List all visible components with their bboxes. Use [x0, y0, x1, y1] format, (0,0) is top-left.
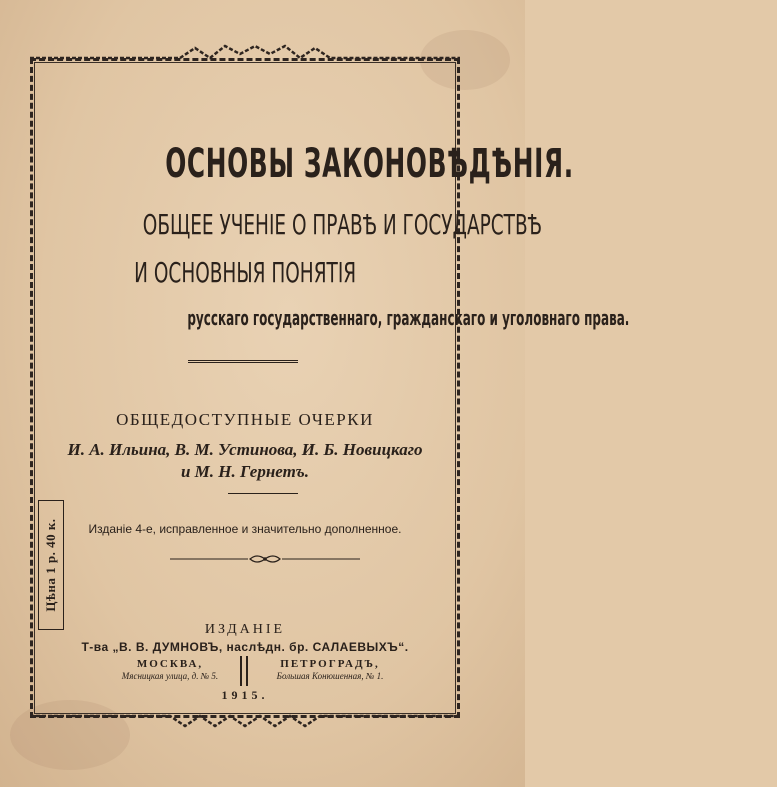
top-ornament	[0, 40, 525, 60]
publisher-name: Т-ва „В. В. ДУМНОВЪ, наслѣдн. бр. САЛАЕВЫХЪ“.	[81, 640, 409, 654]
publication-year: 1915.	[221, 688, 269, 702]
subtitle-line-2: И ОСНОВНЫЯ ПОНЯТІЯ	[134, 256, 356, 289]
city-separator	[240, 656, 248, 686]
city-name: ПЕТРОГРАДЪ,	[280, 658, 380, 670]
subtitle-line-3: русскаго государственнаго, гражданскаго и уголовнаго права.	[187, 306, 630, 330]
price-label: Цѣна 1 р. 40 к.	[43, 518, 58, 612]
city-address: Мясницкая улица, д. № 5.	[121, 671, 219, 681]
authors-rule	[228, 493, 298, 494]
ornamental-divider	[170, 552, 360, 566]
essays-label: ОБЩЕДОСТУПНЫЕ ОЧЕРКИ	[116, 410, 374, 429]
title-rule	[188, 360, 298, 363]
book-title: ОСНОВЫ ЗАКОНОВѢДѢНІЯ.	[165, 141, 574, 187]
city-name: МОСКВА,	[136, 658, 204, 670]
authors-line-2: и М. Н. Гернетъ.	[180, 462, 310, 481]
edition-note: Изданіе 4-е, исправленное и значительно дополненное.	[88, 522, 402, 536]
city-petrograd	[260, 658, 400, 681]
subtitle-line-1: ОБЩЕЕ УЧЕНІЕ О ПРАВѢ И ГОСУДАРСТВѢ	[142, 208, 542, 241]
authors-line-1: И. А. Ильина, В. М. Устинова, И. Б. Новицкаго	[67, 440, 423, 459]
bottom-ornament	[0, 712, 525, 732]
city-address: Большая Конюшенная, № 1.	[276, 671, 384, 681]
publisher-label: ИЗДАНІЕ	[204, 622, 286, 637]
city-moscow	[110, 658, 230, 681]
